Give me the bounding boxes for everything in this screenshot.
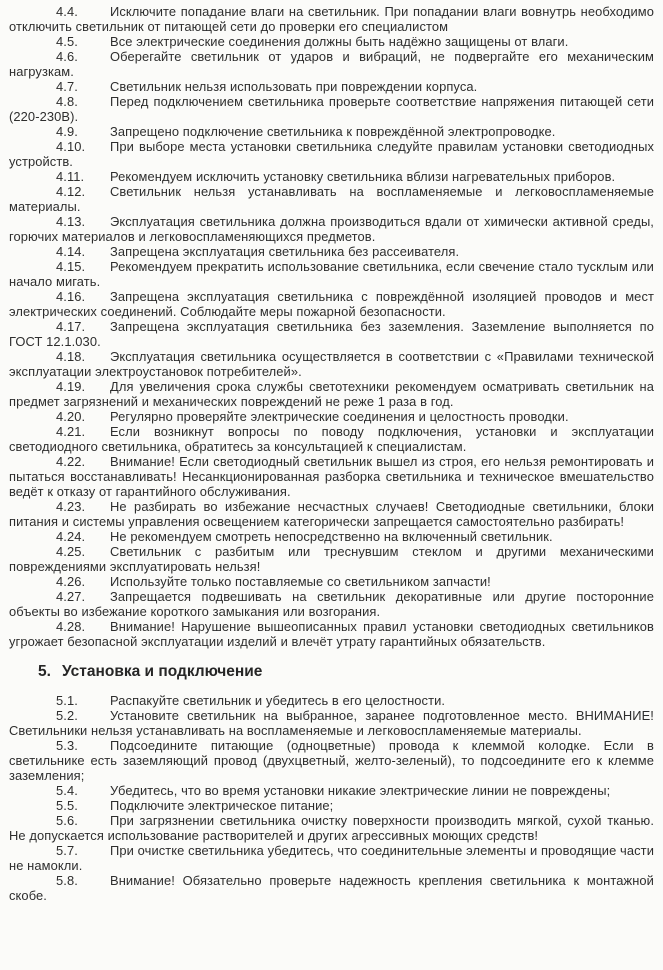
clause-4-23 <box>9 499 654 529</box>
clause-text: Запрещена эксплуатация светильника без рассеивателя. <box>110 244 460 259</box>
clause-4-24 <box>9 529 654 544</box>
clause-number: 5.3. <box>56 738 78 753</box>
clause-number: 4.21. <box>56 424 86 439</box>
clause-text: Внимание! Обязательно проверьте надежность крепления светильника к монтажной скобе. <box>9 873 654 903</box>
clause-number: 4.7. <box>56 79 78 94</box>
section-title: Установка и подключение <box>62 663 263 680</box>
clause-5-8 <box>9 873 654 903</box>
clause-4-12 <box>9 184 654 214</box>
clause-4-20 <box>9 409 654 424</box>
clause-4-28 <box>9 619 654 649</box>
clause-number: 5.5. <box>56 798 78 813</box>
clause-text: Запрещена эксплуатация светильника с повреждённой изоляцией проводов и мест электрических соединений. Соблюдайте меры пожарной безопасности. <box>9 289 654 319</box>
clause-5-2 <box>9 708 654 738</box>
clause-4-8 <box>9 94 654 124</box>
clause-text: Исключите попадание влаги на светильник. При попадании влаги вовнутрь необходимо отключить светильник от питающей сети до проверки его специалистом <box>9 4 654 34</box>
clause-number: 4.22. <box>56 454 86 469</box>
clause-5-7 <box>9 843 654 873</box>
clause-4-17 <box>9 319 654 349</box>
clause-text: Рекомендуем прекратить использование светильника, если свечение стало тусклым или начало мигать. <box>9 259 654 289</box>
clause-4-25 <box>9 544 654 574</box>
clause-4-19 <box>9 379 654 409</box>
clause-number: 4.28. <box>56 619 86 634</box>
clause-5-5 <box>9 798 654 813</box>
clause-4-15 <box>9 259 654 289</box>
clause-number: 4.4. <box>56 4 78 19</box>
clause-text: При выборе места установки светильника следуйте правилам установки светодиодных устройств. <box>9 139 654 169</box>
clause-number: 5.1. <box>56 693 78 708</box>
clause-number: 4.12. <box>56 184 86 199</box>
clause-text: Для увеличения срока службы светотехники рекомендуем осматривать светильник на предмет загрязнений и механических повреждений не реже 1 раза в год. <box>9 379 654 409</box>
clause-number: 4.9. <box>56 124 78 139</box>
clause-text: Оберегайте светильник от ударов и вибраций, не подвергайте его механическим нагрузкам. <box>9 49 654 79</box>
clause-4-22 <box>9 454 654 499</box>
clause-number: 4.6. <box>56 49 78 64</box>
clause-text: Подключите электрическое питание; <box>110 798 334 813</box>
clause-number: 5.7. <box>56 843 78 858</box>
clause-4-7 <box>9 79 654 94</box>
clause-text: Эксплуатация светильника осуществляется в соответствии с «Правилами технической эксплуатации электроустановок потребителей». <box>9 349 654 379</box>
clause-text: Светильник с разбитым или треснувшим стеклом и другими механическими повреждениями эксплуатировать нельзя! <box>9 544 654 574</box>
clause-5-6 <box>9 813 654 843</box>
clause-text: Рекомендуем исключить установку светильника вблизи нагревательных приборов. <box>110 169 616 184</box>
clause-4-5 <box>9 34 654 49</box>
clause-text: Убедитесь, что во время установки никакие электрические линии не повреждены; <box>110 783 611 798</box>
clause-4-13 <box>9 214 654 244</box>
clause-number: 4.14. <box>56 244 86 259</box>
clause-4-18 <box>9 349 654 379</box>
clause-text: Внимание! Нарушение вышеописанных правил установки светодиодных светильников угрожает безопасной эксплуатации изделий и влечёт утрату гарантийных обязательств. <box>9 619 654 649</box>
clause-text: Все электрические соединения должны быть надёжно защищены от влаги. <box>110 34 569 49</box>
clause-5-1 <box>9 693 654 708</box>
clause-text: При очистке светильника убедитесь, что соединительные элементы и проводящие части не намокли. <box>9 843 654 873</box>
clause-number: 4.15. <box>56 259 86 274</box>
clause-text: Подсоедините питающие (одноцветные) провода к клеммой колодке. Если в светильнике есть заземляющий провод (двухцветный, желто-зеленый), то подсоедините его к клемме заземления; <box>9 738 654 783</box>
clause-text: Светильник нельзя использовать при повреждении корпуса. <box>110 79 478 94</box>
clause-text: Запрещается подвешивать на светильник декоративные или другие посторонние объекты во избежание короткого замыкания или возгорания. <box>9 589 654 619</box>
clause-number: 4.11. <box>56 169 85 184</box>
clause-number: 4.5. <box>56 34 78 49</box>
clause-text: Запрещена эксплуатация светильника без заземления. Заземление выполняется по ГОСТ 12.1.030. <box>9 319 654 349</box>
clause-5-4 <box>9 783 654 798</box>
clause-number: 4.27. <box>56 589 86 604</box>
clause-text: Светильник нельзя устанавливать на воспламеняемые и легковоспламеняемые материалы. <box>9 184 654 214</box>
clause-text: Регулярно проверяйте электрические соединения и целостность проводки. <box>110 409 569 424</box>
clause-text: Распакуйте светильник и убедитесь в его целостности. <box>110 693 446 708</box>
clause-text: Эксплуатация светильника должна производиться вдали от химически активной среды, горючих материалов и легковоспламеняющихся предметов. <box>9 214 654 244</box>
clause-4-9 <box>9 124 654 139</box>
clause-text: Внимание! Если светодиодный светильник вышел из строя, его нельзя ремонтировать и пытаться восстанавливать! Несанкционированная разборка светильника и техническое вмешательство ведёт к отказу от гарантийного обслуживания. <box>9 454 654 499</box>
clause-number: 4.16. <box>56 289 86 304</box>
clause-number: 5.4. <box>56 783 78 798</box>
section-number: 5. <box>38 663 51 680</box>
clause-text: Не рекомендуем смотреть непосредственно на включенный светильник. <box>110 529 553 544</box>
clause-number: 4.23. <box>56 499 86 514</box>
clause-number: 5.6. <box>56 813 78 828</box>
clause-text: Установите светильник на выбранное, заранее подготовленное место. ВНИМАНИЕ! Светильники нельзя устанавливать на воспламеняемые и легковоспламеняемые материалы. <box>9 708 654 738</box>
clause-number: 5.8. <box>56 873 78 888</box>
clause-number: 4.13. <box>56 214 86 229</box>
clause-4-4 <box>9 4 654 34</box>
clause-text: Если возникнут вопросы по поводу подключения, установки и эксплуатации светодиодного светильника, обратитесь за консультацией к специалистам. <box>9 424 654 454</box>
section-5-heading <box>9 662 654 681</box>
clause-number: 4.26. <box>56 574 86 589</box>
clause-4-6 <box>9 49 654 79</box>
clause-5-3 <box>9 738 654 783</box>
clause-number: 4.25. <box>56 544 86 559</box>
clause-text: Перед подключением светильника проверьте соответствие напряжения питающей сети (220-230В). <box>9 94 654 124</box>
clause-number: 4.20. <box>56 409 86 424</box>
clause-4-14 <box>9 244 654 259</box>
clause-4-21 <box>9 424 654 454</box>
clause-number: 4.8. <box>56 94 78 109</box>
clause-text: Не разбирать во избежание несчастных случаев! Светодиодные светильники, блоки питания и системы управления освещением категорически запрещается самостоятельно разбирать! <box>9 499 654 529</box>
clause-number: 4.24. <box>56 529 86 544</box>
clause-text: Запрещено подключение светильника к повреждённой электропроводке. <box>110 124 556 139</box>
clause-number: 4.17. <box>56 319 86 334</box>
clause-text: Используйте только поставляемые со светильником запчасти! <box>110 574 491 589</box>
clause-4-16 <box>9 289 654 319</box>
clause-4-11 <box>9 169 654 184</box>
clause-number: 5.2. <box>56 708 78 723</box>
clause-number: 4.19. <box>56 379 86 394</box>
clause-text: При загрязнении светильника очистку поверхности производить мягкой, сухой тканью. Не допускается использование растворителей и других агрессивных моющих средств! <box>9 813 654 843</box>
clause-4-10 <box>9 139 654 169</box>
clause-4-27 <box>9 589 654 619</box>
clause-number: 4.10. <box>56 139 86 154</box>
clause-number: 4.18. <box>56 349 86 364</box>
clause-4-26 <box>9 574 654 589</box>
